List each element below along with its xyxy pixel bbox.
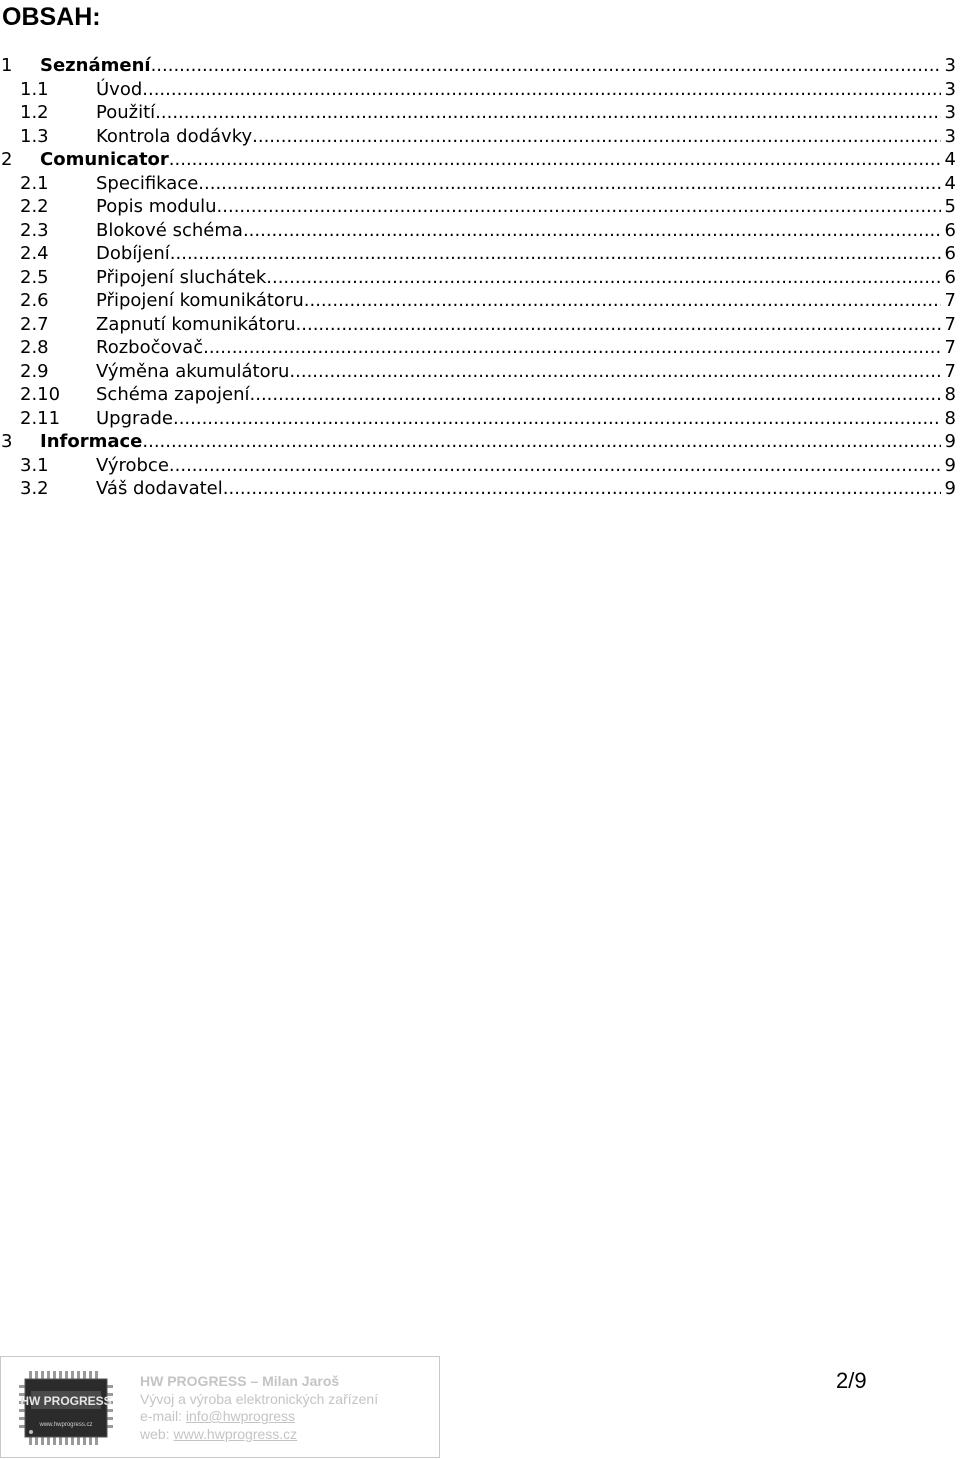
toc-entry[interactable] — [0, 454, 960, 478]
toc-entry[interactable] — [0, 101, 960, 125]
logo-text: HW PROGRESS — [20, 1394, 112, 1408]
toc-entry-number: 2.5 — [20, 266, 49, 288]
toc-entry-number: 3.1 — [20, 454, 49, 476]
toc-dot-leader — [198, 172, 940, 196]
toc-dot-leader — [142, 430, 940, 454]
web-label: web: — [140, 1425, 174, 1442]
email-label: e-mail: — [140, 1408, 186, 1424]
toc-dot-leader — [250, 383, 941, 407]
toc-entry-number: 2.7 — [20, 313, 49, 335]
toc-entry[interactable] — [0, 407, 960, 431]
toc-entry-number: 2.4 — [20, 243, 49, 264]
toc-entry-number: 3.2 — [20, 478, 49, 499]
toc-entry-title: Připojení komunikátoru — [96, 290, 304, 311]
toc-dot-leader — [266, 266, 940, 290]
toc-dot-leader — [223, 477, 941, 501]
toc-entry-page: 7 — [944, 360, 956, 382]
footer-contact — [140, 1373, 378, 1443]
toc-entry-page: 3 — [944, 125, 956, 147]
toc-entry-page: 3 — [944, 55, 956, 76]
toc-entry-page: 4 — [944, 172, 956, 194]
toc-entry-page: 7 — [944, 337, 956, 358]
toc-entry-number: 1.3 — [20, 125, 49, 147]
toc-entry-title: Dobíjení — [96, 243, 170, 264]
toc-entry-number: 1 — [1, 55, 13, 76]
toc-entry[interactable] — [0, 148, 960, 172]
toc-entry-title: Upgrade — [96, 407, 173, 429]
toc-entry[interactable] — [0, 336, 960, 360]
toc-entry-title: Schéma zapojení — [96, 384, 250, 405]
toc-entry[interactable] — [0, 219, 960, 243]
toc-entry[interactable] — [0, 125, 960, 149]
toc-entry-page: 9 — [944, 478, 956, 499]
toc-dot-leader — [173, 407, 941, 431]
toc-entry[interactable] — [0, 78, 960, 102]
toc-dot-leader — [142, 78, 940, 102]
toc-entry[interactable] — [0, 313, 960, 337]
page-number: 2/9 — [836, 1368, 867, 1393]
toc-entry-title: Výměna akumulátoru — [96, 360, 290, 382]
toc-entry-number: 2.9 — [20, 360, 49, 382]
page-title: OBSAH: — [2, 3, 101, 31]
toc-entry-page: 9 — [944, 454, 956, 476]
toc-entry-number: 2.2 — [20, 196, 49, 217]
toc-entry-title: Použití — [96, 102, 156, 123]
toc-entry[interactable] — [0, 383, 960, 407]
toc-entry-title: Specifikace — [96, 172, 199, 194]
toc-dot-leader — [155, 101, 940, 125]
web-link[interactable]: www.hwprogress.cz — [173, 1425, 298, 1442]
toc-entry-title: Zapnutí komunikátoru — [96, 313, 296, 335]
toc-dot-leader — [170, 242, 941, 266]
toc-entry-number: 2.1 — [20, 172, 49, 194]
toc-entry-title: Úvod — [96, 78, 143, 100]
logo-url: www.hwprogress.cz — [39, 1422, 93, 1428]
toc-entry-page: 6 — [944, 243, 956, 264]
toc-entry-page: 3 — [944, 78, 956, 100]
toc-entry-number: 2 — [1, 149, 13, 170]
table-of-contents — [0, 54, 960, 501]
toc-dot-leader — [203, 336, 940, 360]
footer-tagline: Vývoj a výroba elektronických zařízení — [140, 1390, 379, 1407]
email-link[interactable]: info@hwprogress — [185, 1408, 296, 1424]
toc-entry-title: Popis modulu — [96, 196, 217, 217]
footer-email-line — [140, 1408, 378, 1426]
toc-entry-page: 7 — [944, 290, 956, 311]
toc-entry[interactable] — [0, 289, 960, 313]
toc-dot-leader — [243, 219, 941, 243]
toc-entry-number: 2.3 — [20, 219, 49, 241]
toc-entry-page: 8 — [944, 407, 956, 429]
footer — [0, 1356, 440, 1458]
toc-entry-title: Seznámení — [40, 55, 151, 76]
footer-company: HW PROGRESS – Milan Jaroš — [140, 1373, 340, 1389]
toc-entry[interactable] — [0, 172, 960, 196]
toc-dot-leader — [217, 195, 941, 219]
toc-dot-leader — [169, 454, 941, 478]
toc-entry-number: 2.11 — [20, 407, 61, 429]
toc-entry-page: 4 — [944, 149, 956, 170]
toc-dot-leader — [289, 360, 940, 384]
toc-entry-page: 6 — [944, 219, 956, 241]
toc-entry-title: Váš dodavatel — [96, 478, 223, 499]
toc-entry-page: 6 — [944, 266, 956, 288]
toc-dot-leader — [151, 54, 941, 78]
toc-entry-number: 1.1 — [20, 78, 49, 100]
toc-entry-title: Blokové schéma — [96, 219, 243, 241]
toc-entry-page: 3 — [944, 102, 956, 123]
toc-entry[interactable] — [0, 242, 960, 266]
toc-dot-leader — [252, 125, 940, 149]
toc-entry-number: 3 — [1, 431, 13, 452]
toc-entry-page: 8 — [944, 384, 956, 405]
toc-entry[interactable] — [0, 54, 960, 78]
toc-entry-title: Rozbočovač — [96, 337, 204, 358]
toc-dot-leader — [169, 148, 941, 172]
toc-entry-title: Kontrola dodávky — [96, 125, 253, 147]
toc-entry-title: Připojení sluchátek — [96, 266, 267, 288]
toc-entry-page: 5 — [944, 196, 956, 217]
toc-entry-title: Comunicator — [40, 149, 169, 170]
company-logo — [19, 1371, 113, 1445]
toc-dot-leader — [304, 289, 941, 313]
toc-entry[interactable] — [0, 477, 960, 501]
toc-entry-number: 2.10 — [20, 384, 61, 405]
toc-entry-number: 2.8 — [20, 337, 49, 358]
footer-web-line — [140, 1426, 378, 1444]
toc-dot-leader — [296, 313, 941, 337]
toc-entry-number: 2.6 — [20, 290, 49, 311]
toc-entry[interactable] — [0, 195, 960, 219]
toc-entry[interactable] — [0, 430, 960, 454]
toc-entry-page: 9 — [944, 431, 956, 452]
toc-entry[interactable] — [0, 360, 960, 384]
toc-entry[interactable] — [0, 266, 960, 290]
toc-entry-number: 1.2 — [20, 102, 49, 123]
toc-entry-page: 7 — [944, 313, 956, 335]
toc-entry-title: Výrobce — [96, 454, 169, 476]
toc-entry-title: Informace — [40, 431, 143, 452]
